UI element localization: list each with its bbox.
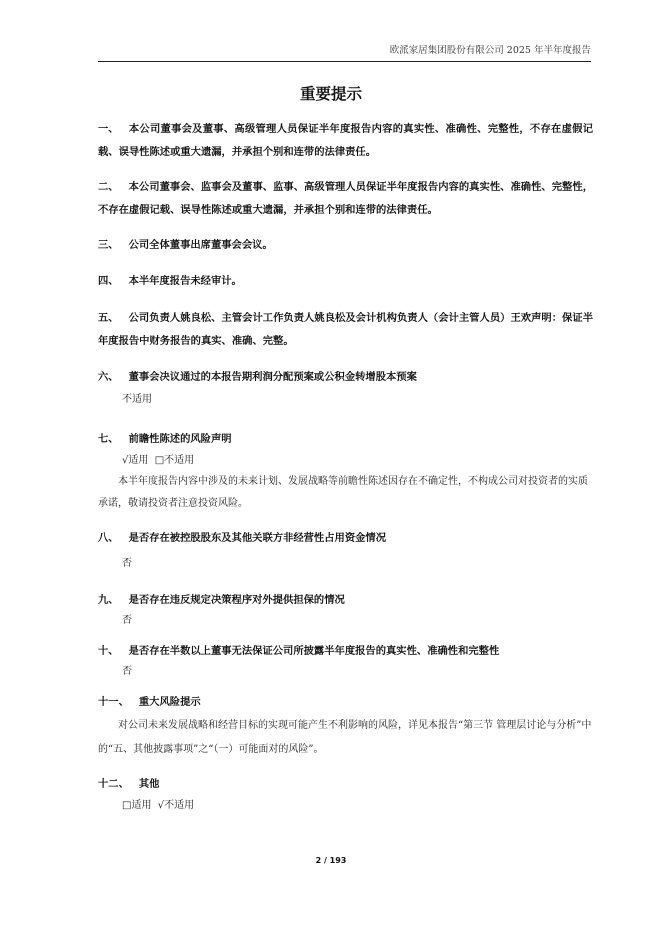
notice-heading [98,691,593,714]
notice-number: 十二、 [98,778,129,790]
notice-detail: 对公司未来发展战略和经营目标的实现可能产生不利影响的风险，详见本报告“第三节 管理层讨论与分析”中的“五、其他披露事项”之“（一）可能面对的风险”。 [98,720,592,755]
page-number: 2 / 193 [315,856,347,865]
notice-heading [98,640,593,663]
notice-number: 七、 [98,433,119,445]
notice-item-2 [98,176,593,222]
notice-number: 十、 [98,645,119,657]
notice-item-1 [98,118,593,164]
notice-heading [98,176,593,222]
notice-answer: 否 [122,615,132,626]
notice-number: 一、 [98,123,119,135]
notice-heading [98,527,593,550]
notice-number: 六、 [98,371,119,383]
notice-heading [98,428,593,451]
applicability-checkbox-group: □适用 √不适用 [122,800,195,811]
notice-number: 二、 [98,181,119,193]
notice-text: 公司全体董事出席董事会会议。 [128,239,273,251]
notice-heading [98,366,593,389]
notice-item-10 [98,640,593,681]
notice-heading [98,234,593,257]
page-title: 重要提示 [299,85,362,103]
notice-text: 重大风险提示 [138,696,201,708]
notice-number: 九、 [98,594,119,606]
notice-text: 董事会决议通过的本报告期利润分配预案或公积金转增股本预案 [128,371,417,383]
notice-item-11 [98,691,593,762]
notice-heading [98,270,593,293]
notice-text: 本半年度报告未经审计。 [128,275,242,287]
notice-number: 四、 [98,275,119,287]
notice-item-4 [98,270,593,293]
notice-answer: 否 [122,666,132,677]
notice-text: 是否存在半数以上董事无法保证公司所披露半年度报告的真实性、准确性和完整性 [128,645,500,657]
notice-heading [98,307,593,353]
notice-number: 十一、 [98,696,129,708]
notice-text: 是否存在被控股股东及其他关联方非经营性占用资金情况 [128,532,387,544]
applicability-checkbox-group: √适用 □不适用 [122,455,195,466]
notice-number: 八、 [98,532,119,544]
notice-text: 其他 [138,778,160,790]
notice-item-8 [98,527,593,575]
notice-text: 本公司董事会、监事会及董事、监事、高级管理人员保证半年度报告内容的真实性、准确性、完整性，不存在虚假记载、误导性陈述或重大遗漏，并承担个别和连带的法律责任。 [98,181,593,216]
notice-text: 本公司董事会及董事、高级管理人员保证半年度报告内容的真实性、准确性、完整性，不存在虚假记载、误导性陈述或重大遗漏，并承担个别和连带的法律责任。 [98,123,593,158]
notice-answer: 不适用 [122,394,152,405]
notice-text: 公司负责人姚良松、主管会计工作负责人姚良松及会计机构负责人（会计主管人员）王欢声明：保证半年度报告中财务报告的真实、准确、完整。 [98,312,593,347]
page-header: 欧派家居集团股份有限公司 2025 年半年度报告 [389,45,591,56]
notice-item-12 [98,773,593,816]
notice-item-9 [98,589,593,630]
notice-text: 前瞻性陈述的风险声明 [128,433,232,445]
notice-heading [98,589,593,612]
notice-item-6 [98,366,593,411]
notice-answer: 否 [122,558,132,569]
notice-heading [98,773,593,796]
header-divider [98,61,591,62]
notice-number: 五、 [98,312,119,324]
notice-text: 是否存在违反规定决策程序对外提供担保的情况 [128,594,345,606]
notice-number: 三、 [98,239,119,251]
notice-item-7 [98,428,593,515]
notice-heading [98,118,593,164]
notice-item-5 [98,307,593,353]
notice-detail: 本半年度报告内容中涉及的未来计划、发展战略等前瞻性陈述因存在不确定性，不构成公司对投资者的实质承诺，敬请投资者注意投资风险。 [98,476,588,509]
notice-item-3 [98,234,593,257]
